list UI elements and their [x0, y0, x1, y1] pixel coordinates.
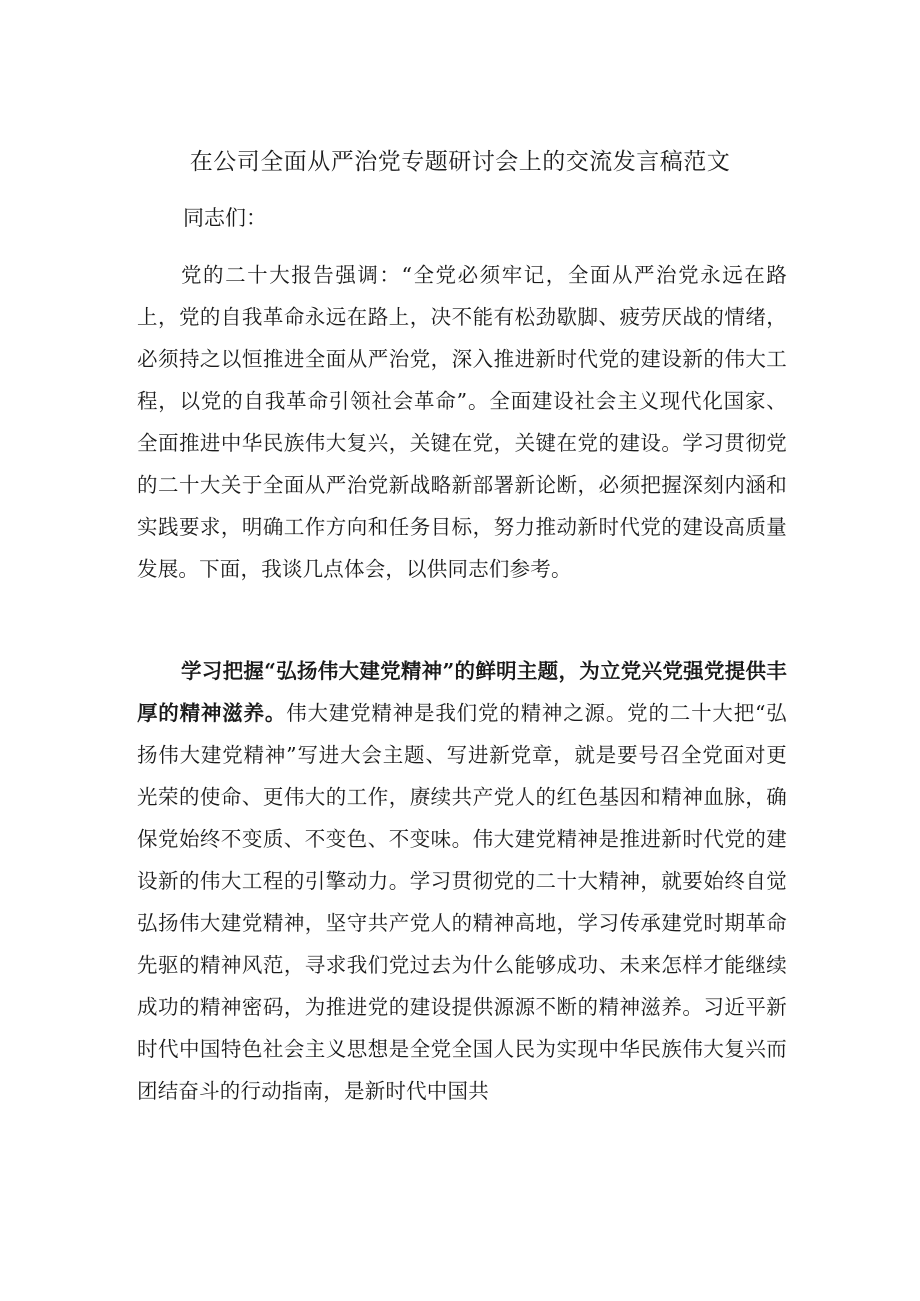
document-title: 在公司全面从严治党专题研讨会上的交流发言稿范文	[189, 149, 731, 175]
salutation: 同志们：	[183, 206, 267, 230]
paragraph-intro: 党的二十大报告强调：“全党必须牢记，全面从严治党永远在路上，党的自我革命永远在路上，决不能有松劲歇脚、疲劳厌战的情绪，必须持之以恒推进全面从严治党，深入推进新时代党的建设新的伟大工程，以党的自我革命引领社会革命”。全面建设社会主义现代化国家、全面推进中华民族伟大复兴，关键在党，关键在党的建设。学习贯彻党的二十大关于全面从严治党新战略新部署新论断，必须把握深刻内涵和实践要求，明确工作方向和任务目标，努力推动新时代党的建设高质量发展。下面，我谈几点体会，以供同志们参考。	[137, 263, 787, 581]
section-body: 伟大建党精神是我们党的精神之源。党的二十大把“弘扬伟大建党精神”写进大会主题、写进新党章，就是要号召全党面对更光荣的使命、更伟大的工作，赓续共产党人的红色基因和精神血脉，确保党始终不变质、不变色、不变味。伟大建党精神是推进新时代党的建设新的伟大工程的引擎动力。学习贯彻党的二十大精神，就要始终自觉弘扬伟大建党精神，坚守共产党人的精神高地，学习传承建党时期革命先驱的精神风范，寻求我们党过去为什么能够成功、未来怎样才能继续成功的精神密码，为推进党的建设提供源源不断的精神滋养。习近平新时代中国特色社会主义思想是全党全国人民为实现中华民族伟大复兴而团结奋斗的行动指南，是新时代中国共	[137, 701, 788, 1103]
section-heading: 学习把握“弘扬伟大建党精神”的鲜明主题，为立党兴党强党提供丰厚的精神滋养。	[137, 659, 787, 725]
paragraph-section-one	[137, 650, 787, 1112]
